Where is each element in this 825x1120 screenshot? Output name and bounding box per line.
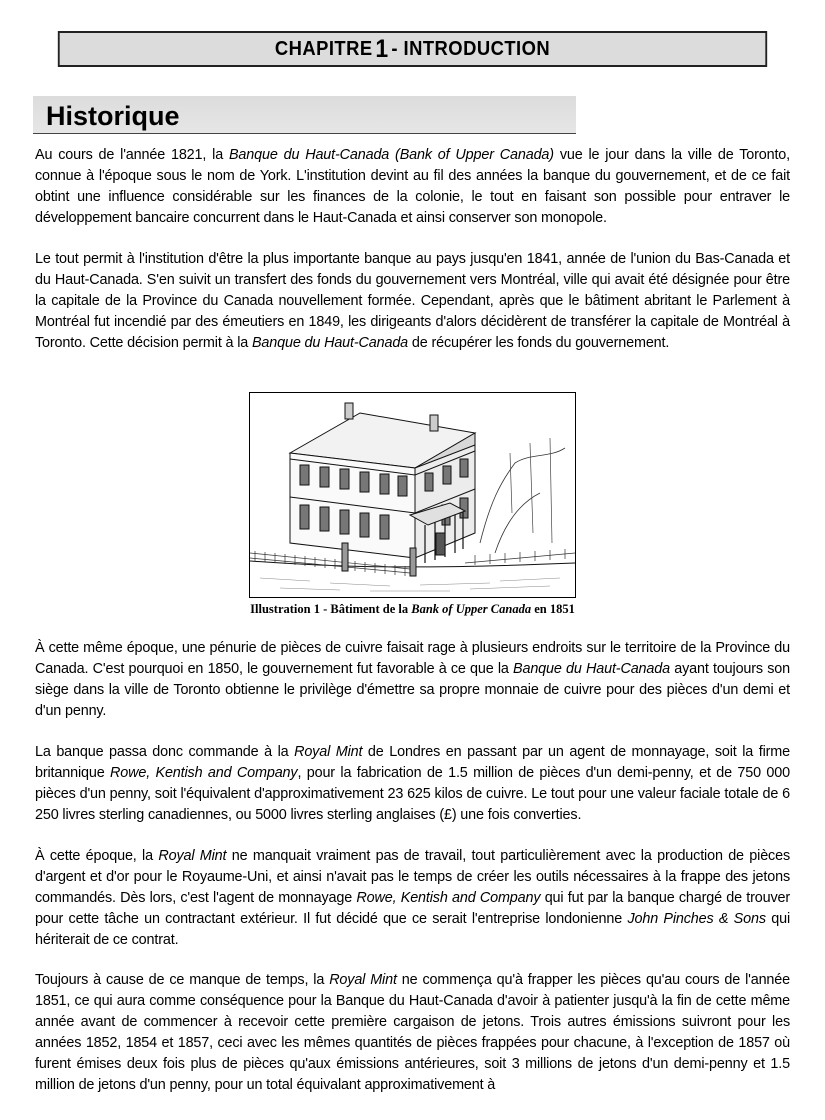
bank-building-illustration (249, 392, 576, 598)
paragraph-1: Au cours de l'année 1821, la Banque du Haut-Canada (Bank of Upper Canada) vue le jour dans la ville de Toronto, connue à l'époque sous le nom de York. L'institution devint au fil des années la banque du gouvernement, et de ce fait obtint une influence considérable sur les finances de la colonie, le tout en faisant son possible pour entraver le développement bancaire concurrent dans le Haut-Canada et ainsi conserver son monopole. (35, 147, 791, 226)
paragraph-4: La banque passa donc commande à la Royal Mint de Londres en passant par un agent de monnayage, soit la firme britannique Rowe, Kentish and Company, pour la fabrication de 1.5 million de pièces d'un demi-penny, et de 750 000 pièces d'un penny, soit l'équivalent d'approximativement 23 625 kilos de cuivre. Le tout pour une valeur faciale totale de 6 250 livres sterling canadiennes, ou 5000 livres sterling anglaises (£) une fois converties. (35, 744, 790, 823)
chapter-number: 1 (375, 34, 389, 63)
paragraph-5: À cette époque, la Royal Mint ne manquait vraiment pas de travail, tout particulièrement avec la production de pièces d'argent et d'or pour le Royaume-Uni, et ainsi n'avait pas le temps de créer les outils nécessaires à la frappe des jetons commandés. Dès lors, c'est l'agent de monnayage Rowe, Kentish and Company qui fut par la banque chargé de trouver pour cette tâche un contractant extérieur. Il fut décidé que ce serait l'entreprise londonienne John Pinches & Sons qui hériterait de ce contrat. (35, 848, 790, 948)
chapter-prefix: CHAPITRE (274, 37, 373, 60)
chapter-title: - INTRODUCTION (391, 37, 551, 60)
section-heading: Historique (33, 96, 576, 134)
building-drawing (250, 393, 575, 597)
paragraph-6: Toujours à cause de ce manque de temps, la Royal Mint ne commença qu'à frapper les pièces qu'au cours de l'année 1851, ce qui aura comme conséquence pour la Banque du Haut-Canada d'avoir à patienter jusqu'à la fin de cette même année avant de commencer à recevoir cette première cargaison de jetons. Trois autres émissions suivront pour les années 1852, 1854 et 1857, ceci avec les mêmes quantités de pièces frappées pour chacune, à l'exception de 1857 où furent émises deux fois plus de pièces qu'aux émissions antérieures, soit 3 millions de jetons d'un demi-penny et 1.5 million de jetons d'un penny, pour un total équivalant approximativement à (35, 972, 790, 1093)
paragraph-3: À cette même époque, une pénurie de pièces de cuivre faisait rage à plusieurs endroits sur le territoire de la Province du Canada. C'est pourquoi en 1850, le gouvernement fut favorable à ce que la Banque du Haut-Canada ayant toujours son siège dans la ville de Toronto obtienne le privilège d'émettre sa propre monnaie de cuivre pour des pièces d'un demi et d'un penny. (35, 640, 790, 719)
paragraph-2: Le tout permit à l'institution d'être la plus importante banque au pays jusqu'en 1841, année de l'union du Bas-Canada et du Haut-Canada. S'en suivit un transfert des fonds du gouvernement vers Montréal, ville qui avait été désignée pour être la capitale de la Province du Canada nouvellement formée. Cependant, après que le bâtiment abritant le Parlement à Montréal fut incendié par des émeutiers en 1849, les dirigeants d'alors décidèrent de transférer la capitale de Montréal à Toronto. Cette décision permit à la Banque du Haut-Canada de récupérer les fonds du gouvernement. (35, 251, 790, 351)
chapter-banner (58, 31, 767, 67)
figure-caption: Illustration 1 - Bâtiment de la Bank of Upper Canada en 1851 (250, 602, 575, 616)
